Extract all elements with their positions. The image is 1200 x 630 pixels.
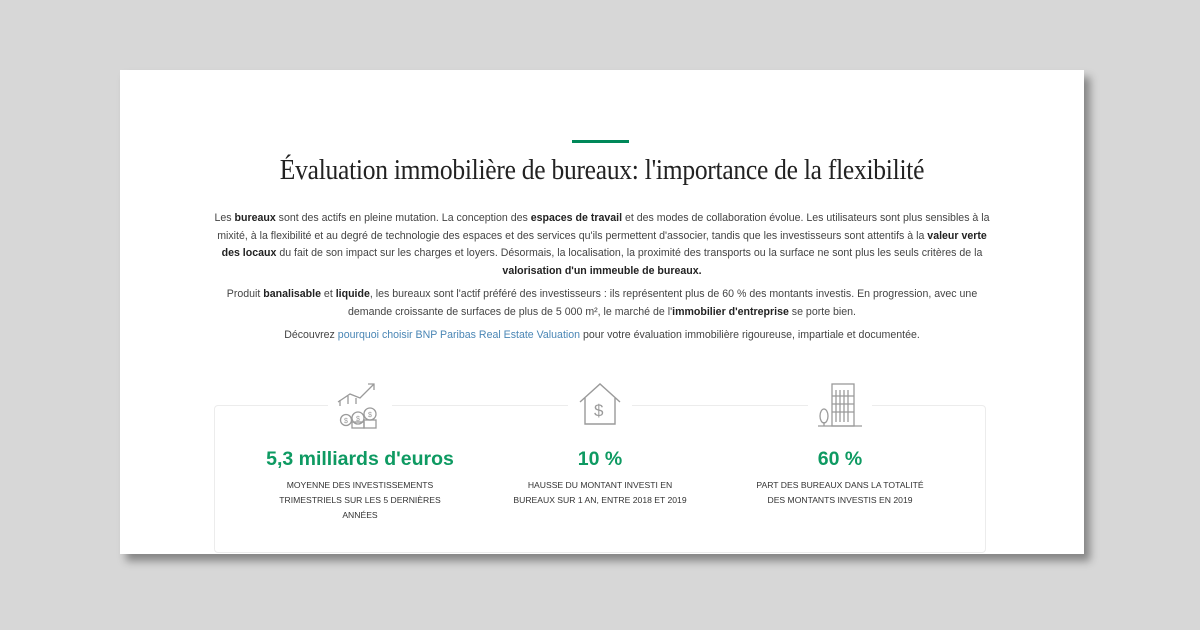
growth-coins-icon	[328, 378, 392, 430]
stat-value: 5,3 milliards d'euros	[266, 448, 454, 470]
text-fragment: du fait de son impact sur les charges et loyers. Désormais, la localisation, la proximité des transports ou la surface ne sont plus les seuls critères de la	[276, 247, 983, 259]
svg-text:$: $	[356, 416, 360, 423]
stat-value: 60 %	[817, 448, 863, 470]
bold-fragment: valorisation d'un immeuble de bureaux.	[502, 264, 702, 277]
text-fragment: et des modes de collaboration évolue. Les utilisateurs sont plus sensibles à la mixité, à la flexibilité et au degré de technologie des espaces et des services qu'ils permettent d'associer, tandis que les investisseurs sont attentifs à la	[217, 212, 990, 242]
text-fragment: et	[320, 288, 336, 300]
content-card	[120, 70, 1084, 554]
text-fragment: Produit	[226, 288, 264, 300]
stat-label: HAUSSE DU MONTANT INVESTI EN BUREAUX SUR 1 AN, ENTRE 2018 ET 2019	[513, 480, 687, 505]
bold-fragment: espaces de travail	[530, 212, 623, 224]
bold-fragment: liquide	[335, 288, 370, 300]
svg-text:$: $	[368, 412, 372, 419]
intro-paragraph-2	[212, 286, 992, 321]
page-title: Évaluation immobilière de bureaux: l'importance de la flexibilité	[279, 154, 925, 186]
house-dollar-icon	[568, 378, 632, 430]
stat-label: PART DES BUREAUX DANS LA TOTALITÉ DES MONTANTS INVESTIS EN 2019	[756, 480, 924, 505]
stats-panel	[214, 401, 986, 553]
text-fragment: Découvrez	[284, 329, 338, 341]
stat-label: MOYENNE DES INVESTISSEMENTS TRIMESTRIELS SUR LES 5 DERNIÈRES ANNÉES	[279, 480, 441, 520]
office-building-icon	[808, 378, 872, 430]
valuation-link[interactable]: pourquoi choisir BNP Paribas Real Estate Valuation	[337, 329, 581, 341]
text-fragment: , les bureaux sont l'actif préféré des investisseurs : ils représentent plus de 60 % des montants investis. En progression, avec une demande croissante de surfaces de plus de 5 000 m², le marché de l'	[347, 288, 978, 318]
text-fragment: pour votre évaluation immobilière rigoureuse, impartiale et documentée.	[580, 329, 920, 341]
intro-text	[212, 210, 992, 351]
bold-fragment: bureaux	[234, 212, 276, 224]
intro-paragraph-1	[212, 210, 992, 280]
title-accent-line	[572, 140, 629, 143]
bold-fragment: banalisable	[263, 288, 321, 300]
text-fragment: se porte bien.	[788, 305, 856, 318]
text-fragment: sont des actifs en pleine mutation. La conception des	[275, 212, 531, 224]
svg-text:$: $	[594, 401, 604, 420]
bold-fragment: valeur verte des locaux	[221, 229, 987, 259]
bold-fragment: immobilier d'entreprise	[672, 305, 789, 318]
stat-value: 10 %	[577, 448, 623, 470]
intro-paragraph-3	[212, 327, 992, 345]
text-fragment: Les	[214, 212, 235, 224]
svg-text:$: $	[344, 418, 348, 425]
